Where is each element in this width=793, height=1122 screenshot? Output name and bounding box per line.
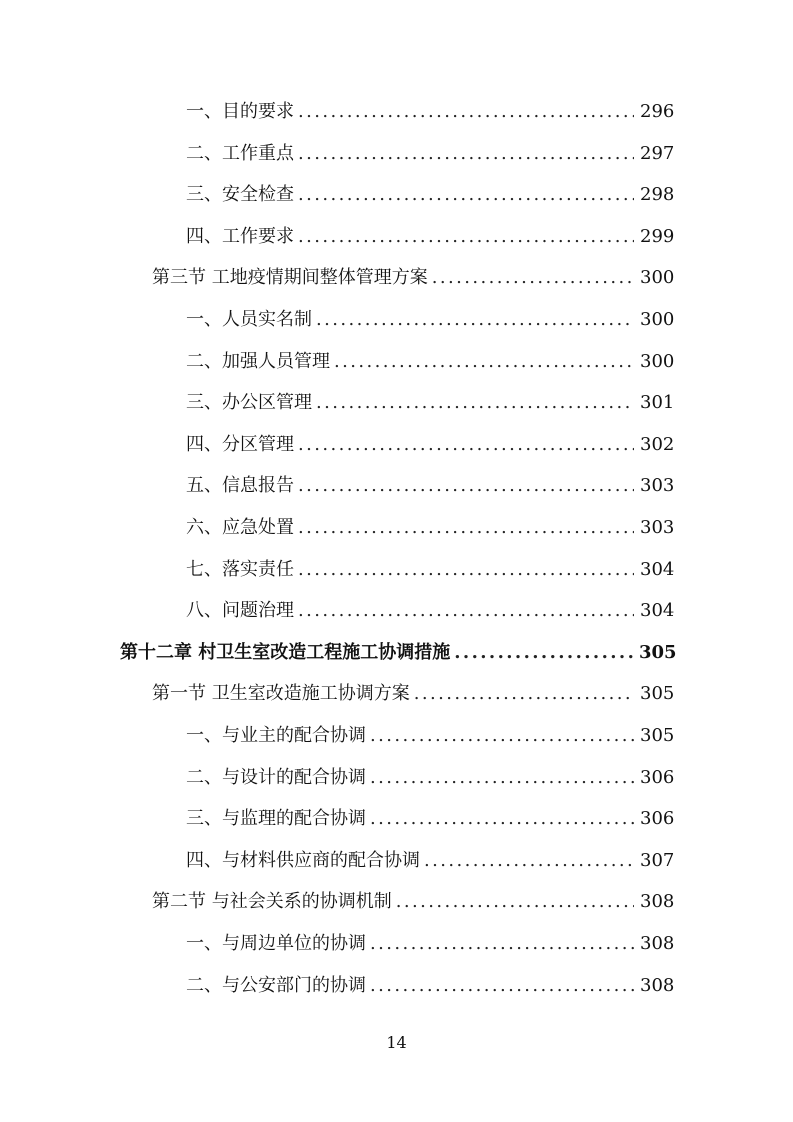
toc-entry-page: 300 [640,350,675,372]
toc-entry[interactable] [186,804,674,834]
dot-leader [298,555,634,585]
toc-entry[interactable] [186,971,674,1001]
toc-entry[interactable] [186,347,674,377]
toc-entry-page: 305 [640,683,675,705]
toc-entry[interactable] [186,763,674,793]
toc-entry[interactable] [152,679,674,709]
toc-entry-page: 300 [640,309,675,330]
toc-entry[interactable] [186,222,674,252]
toc-entry-title: 二、工作重点 [186,142,294,164]
toc-entry-page: 308 [640,933,675,954]
toc-entry-title: 七、落实责任 [186,558,294,580]
toc-entry-page: 303 [640,517,675,538]
toc-entry[interactable] [186,388,674,418]
dot-leader [370,763,634,793]
dot-leader [298,222,634,252]
toc-entry-page: 306 [640,808,675,830]
toc-entry-title: 八、问题治理 [186,600,294,622]
toc-entry-title: 二、与公安部门的协调 [186,974,366,996]
dot-leader [414,679,634,709]
toc-entry[interactable] [186,555,674,585]
toc-entry[interactable] [186,596,674,626]
toc-entry-title: 三、办公区管理 [186,392,312,414]
dot-leader [370,721,634,751]
toc-entry-page: 304 [640,600,675,622]
toc-entry-title: 一、人员实名制 [186,309,312,330]
toc-entry-title: 四、分区管理 [186,433,294,455]
dot-leader [298,97,634,127]
toc-entry-page: 296 [640,101,675,122]
toc-entry-title: 一、目的要求 [186,101,294,122]
toc-entry-page: 298 [640,184,675,206]
toc-entry-title: 一、与周边单位的协调 [186,933,366,954]
toc-entry-title: 二、加强人员管理 [186,350,330,372]
dot-leader [334,347,634,377]
toc-entry[interactable] [152,887,674,917]
toc-entry-title: 第十二章 村卫生室改造工程施工协调措施 [120,641,451,663]
dot-leader [396,887,634,917]
toc-entry-page: 307 [640,849,675,871]
toc-entry[interactable] [186,180,674,210]
toc-entry-page: 299 [640,225,675,247]
dot-leader [298,139,634,169]
dot-leader [316,388,634,418]
toc-entry-title: 四、工作要求 [186,225,294,247]
page-number: 14 [386,1033,407,1052]
toc-entry-page: 301 [640,392,675,414]
toc-entry-page: 306 [640,766,675,788]
toc-entry-page: 305 [640,725,675,746]
dot-leader [370,804,634,834]
toc-entry[interactable] [186,846,674,876]
toc-entry-page: 308 [640,891,675,913]
toc-entry[interactable] [186,929,674,959]
toc-entry-title: 第二节 与社会关系的协调机制 [152,891,392,913]
toc-entry-title: 二、与设计的配合协调 [186,766,366,788]
toc-entry-title: 五、信息报告 [186,475,294,497]
dot-leader [298,430,634,460]
toc-entry[interactable] [152,263,674,293]
toc-entry[interactable] [186,721,674,751]
toc-entry-page: 304 [640,558,675,580]
toc-entry-title: 第一节 卫生室改造施工协调方案 [152,683,410,705]
toc-entry[interactable] [186,97,674,127]
toc-entry-page: 308 [640,974,675,996]
dot-leader [424,846,634,876]
toc-entry-page: 305 [639,641,677,663]
toc-entry-title: 六、应急处置 [186,517,294,538]
dot-leader [316,305,634,335]
dot-leader [298,180,634,210]
toc-entry-page: 302 [640,433,675,455]
dot-leader [370,929,634,959]
dot-leader [298,471,634,501]
dot-leader [298,596,634,626]
toc-entry-title: 第三节 工地疫情期间整体管理方案 [152,267,428,289]
toc-entry[interactable] [186,471,674,501]
toc-entry[interactable] [186,430,674,460]
toc-entry-title: 三、安全检查 [186,184,294,206]
toc-entry-title: 三、与监理的配合协调 [186,808,366,830]
toc-entry-page: 303 [640,475,675,497]
toc-entry-title: 四、与材料供应商的配合协调 [186,849,420,871]
toc-entry-page: 297 [640,142,675,164]
toc-entry[interactable] [186,305,674,335]
toc-entry[interactable] [186,139,674,169]
toc-entry-title: 一、与业主的配合协调 [186,725,366,746]
dot-leader [370,971,634,1001]
dot-leader [454,638,633,668]
toc-entry[interactable] [186,513,674,543]
toc-entry[interactable] [120,638,675,668]
dot-leader [298,513,634,543]
dot-leader [432,263,634,293]
toc-entry-page: 300 [640,267,675,289]
